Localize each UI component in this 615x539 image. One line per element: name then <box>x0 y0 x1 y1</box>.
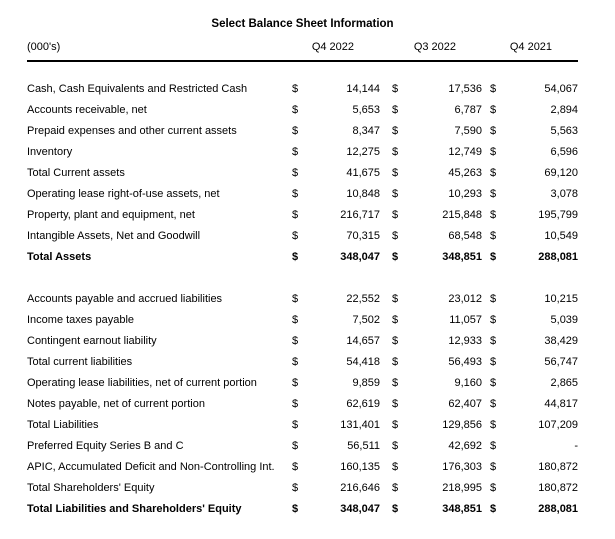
currency-symbol: $ <box>392 334 399 347</box>
currency-symbol: $ <box>292 313 299 326</box>
currency-symbol: $ <box>392 376 399 389</box>
row-value: 6,596 <box>550 145 579 158</box>
row-label: Income taxes payable <box>27 313 135 326</box>
currency-symbol: $ <box>490 103 497 116</box>
row-label: Cash, Cash Equivalents and Restricted Cash <box>27 82 248 95</box>
currency-symbol: $ <box>292 124 299 137</box>
currency-symbol: $ <box>292 208 299 221</box>
currency-symbol: $ <box>392 439 399 452</box>
table-row <box>27 498 578 519</box>
row-value: 9,160 <box>454 376 483 389</box>
table-row <box>27 162 578 183</box>
currency-symbol: $ <box>392 460 399 473</box>
currency-symbol: $ <box>490 208 497 221</box>
table-row <box>27 204 578 225</box>
row-value: 3,078 <box>550 187 579 200</box>
table-row <box>27 330 578 351</box>
row-label: Total Assets <box>27 250 92 263</box>
row-label: Prepaid expenses and other current assets <box>27 124 237 137</box>
currency-symbol: $ <box>392 166 399 179</box>
row-value: 288,081 <box>538 250 579 263</box>
currency-symbol: $ <box>392 292 399 305</box>
currency-symbol: $ <box>292 418 299 431</box>
row-value: 107,209 <box>538 418 579 431</box>
row-value: 56,747 <box>544 355 579 368</box>
row-value: 62,407 <box>448 397 483 410</box>
table-row <box>27 225 578 246</box>
currency-symbol: $ <box>292 334 299 347</box>
currency-symbol: $ <box>490 166 497 179</box>
row-label: Inventory <box>27 145 73 158</box>
currency-symbol: $ <box>490 334 497 347</box>
row-label: Total Shareholders' Equity <box>27 481 155 494</box>
table-row <box>27 246 578 267</box>
currency-symbol: $ <box>490 376 497 389</box>
row-label: Operating lease right-of-use assets, net <box>27 187 220 200</box>
row-value: 17,536 <box>448 82 483 95</box>
currency-symbol: $ <box>490 187 497 200</box>
currency-symbol: $ <box>490 124 497 137</box>
currency-symbol: $ <box>292 439 299 452</box>
row-value: 218,995 <box>442 481 483 494</box>
currency-symbol: $ <box>292 460 299 473</box>
column-header-q4-2021: Q4 2021 <box>482 41 578 61</box>
row-value: 14,144 <box>346 82 381 95</box>
row-value: 42,692 <box>448 439 483 452</box>
currency-symbol: $ <box>292 250 299 263</box>
row-value: 2,894 <box>550 103 579 116</box>
table-row <box>27 78 578 99</box>
table-row <box>27 309 578 330</box>
page-title: Select Balance Sheet Information <box>211 18 394 30</box>
row-label: Property, plant and equipment, net <box>27 208 195 221</box>
currency-symbol: $ <box>392 187 399 200</box>
row-label: APIC, Accumulated Deficit and Non-Controlling Int. <box>27 460 275 473</box>
spacer-cell <box>27 61 578 78</box>
row-value: 12,933 <box>448 334 483 347</box>
row-value: 10,848 <box>346 187 381 200</box>
currency-symbol: $ <box>392 229 399 242</box>
row-value: 62,619 <box>346 397 381 410</box>
units-label: (000's) <box>27 41 292 61</box>
currency-symbol: $ <box>392 250 399 263</box>
currency-symbol: $ <box>490 460 497 473</box>
table-row <box>27 351 578 372</box>
row-value: 8,347 <box>352 124 381 137</box>
currency-symbol: $ <box>392 208 399 221</box>
table-row <box>27 372 578 393</box>
row-value: 54,418 <box>346 355 381 368</box>
table-row <box>27 477 578 498</box>
row-value: 10,293 <box>448 187 483 200</box>
row-value: - <box>574 439 579 452</box>
row-value: 10,549 <box>544 229 579 242</box>
row-value: 10,215 <box>544 292 579 305</box>
table-row <box>27 141 578 162</box>
row-value: 70,315 <box>346 229 381 242</box>
currency-symbol: $ <box>392 502 399 515</box>
column-header-q4-2022: Q4 2022 <box>292 41 380 61</box>
row-label: Intangible Assets, Net and Goodwill <box>27 229 201 242</box>
currency-symbol: $ <box>392 313 399 326</box>
row-value: 180,872 <box>538 481 579 494</box>
row-value: 41,675 <box>346 166 381 179</box>
currency-symbol: $ <box>392 82 399 95</box>
currency-symbol: $ <box>490 292 497 305</box>
table-row <box>27 393 578 414</box>
row-value: 288,081 <box>538 502 579 515</box>
currency-symbol: $ <box>490 397 497 410</box>
table-row <box>27 99 578 120</box>
row-label: Accounts payable and accrued liabilities <box>27 292 223 305</box>
row-value: 348,047 <box>340 250 381 263</box>
currency-symbol: $ <box>292 502 299 515</box>
row-value: 5,653 <box>352 103 381 116</box>
currency-symbol: $ <box>490 439 497 452</box>
row-value: 54,067 <box>544 82 579 95</box>
row-value: 6,787 <box>454 103 483 116</box>
currency-symbol: $ <box>490 250 497 263</box>
currency-symbol: $ <box>292 166 299 179</box>
row-value: 45,263 <box>448 166 483 179</box>
currency-symbol: $ <box>292 481 299 494</box>
row-label: Preferred Equity Series B and C <box>27 439 184 452</box>
currency-symbol: $ <box>292 103 299 116</box>
currency-symbol: $ <box>292 292 299 305</box>
currency-symbol: $ <box>292 376 299 389</box>
table-row <box>27 288 578 309</box>
row-value: 129,856 <box>442 418 483 431</box>
spacer-cell <box>27 267 578 288</box>
row-value: 180,872 <box>538 460 579 473</box>
row-value: 56,493 <box>448 355 483 368</box>
currency-symbol: $ <box>292 82 299 95</box>
currency-symbol: $ <box>292 397 299 410</box>
currency-symbol: $ <box>490 229 497 242</box>
row-label: Total Liabilities <box>27 418 99 431</box>
column-header-q3-2022: Q3 2022 <box>380 41 482 61</box>
row-value: 44,817 <box>544 397 579 410</box>
row-label: Total Liabilities and Shareholders' Equity <box>27 502 242 515</box>
row-value: 195,799 <box>538 208 579 221</box>
row-value: 23,012 <box>448 292 483 305</box>
row-value: 348,047 <box>340 502 381 515</box>
currency-symbol: $ <box>490 481 497 494</box>
row-value: 38,429 <box>544 334 579 347</box>
row-value: 176,303 <box>442 460 483 473</box>
currency-symbol: $ <box>292 187 299 200</box>
currency-symbol: $ <box>490 418 497 431</box>
currency-symbol: $ <box>292 229 299 242</box>
currency-symbol: $ <box>392 397 399 410</box>
row-value: 12,275 <box>346 145 381 158</box>
currency-symbol: $ <box>490 502 497 515</box>
row-value: 68,548 <box>448 229 483 242</box>
row-value: 7,590 <box>454 124 483 137</box>
balance-sheet-table <box>27 41 578 519</box>
currency-symbol: $ <box>490 145 497 158</box>
row-value: 9,859 <box>352 376 381 389</box>
currency-symbol: $ <box>490 355 497 368</box>
row-label: Operating lease liabilities, net of current portion <box>27 376 257 389</box>
spacer-row <box>27 61 578 78</box>
row-value: 348,851 <box>442 502 483 515</box>
row-value: 69,120 <box>544 166 579 179</box>
currency-symbol: $ <box>392 103 399 116</box>
row-label: Total Current assets <box>27 166 125 179</box>
table-row <box>27 120 578 141</box>
row-value: 215,848 <box>442 208 483 221</box>
spacer-row <box>27 267 578 288</box>
row-value: 216,717 <box>340 208 381 221</box>
currency-symbol: $ <box>292 355 299 368</box>
row-value: 131,401 <box>340 418 381 431</box>
header-row <box>27 41 578 61</box>
row-label: Accounts receivable, net <box>27 103 147 116</box>
row-value: 216,646 <box>340 481 381 494</box>
currency-symbol: $ <box>392 418 399 431</box>
table-row <box>27 183 578 204</box>
row-label: Contingent earnout liability <box>27 334 157 347</box>
currency-symbol: $ <box>392 481 399 494</box>
row-label: Notes payable, net of current portion <box>27 397 205 410</box>
row-value: 348,851 <box>442 250 483 263</box>
row-value: 22,552 <box>346 292 381 305</box>
row-value: 5,563 <box>550 124 579 137</box>
currency-symbol: $ <box>490 82 497 95</box>
table-row <box>27 456 578 477</box>
row-value: 5,039 <box>550 313 579 326</box>
row-value: 14,657 <box>346 334 381 347</box>
currency-symbol: $ <box>392 124 399 137</box>
row-value: 7,502 <box>352 313 381 326</box>
table-row <box>27 435 578 456</box>
currency-symbol: $ <box>392 145 399 158</box>
row-value: 160,135 <box>340 460 381 473</box>
row-label: Total current liabilities <box>27 355 133 368</box>
table-row <box>27 414 578 435</box>
row-value: 56,511 <box>347 439 381 452</box>
row-value: 2,865 <box>550 376 579 389</box>
currency-symbol: $ <box>490 313 497 326</box>
currency-symbol: $ <box>392 355 399 368</box>
row-value: 11,057 <box>449 313 483 326</box>
currency-symbol: $ <box>292 145 299 158</box>
row-value: 12,749 <box>448 145 483 158</box>
